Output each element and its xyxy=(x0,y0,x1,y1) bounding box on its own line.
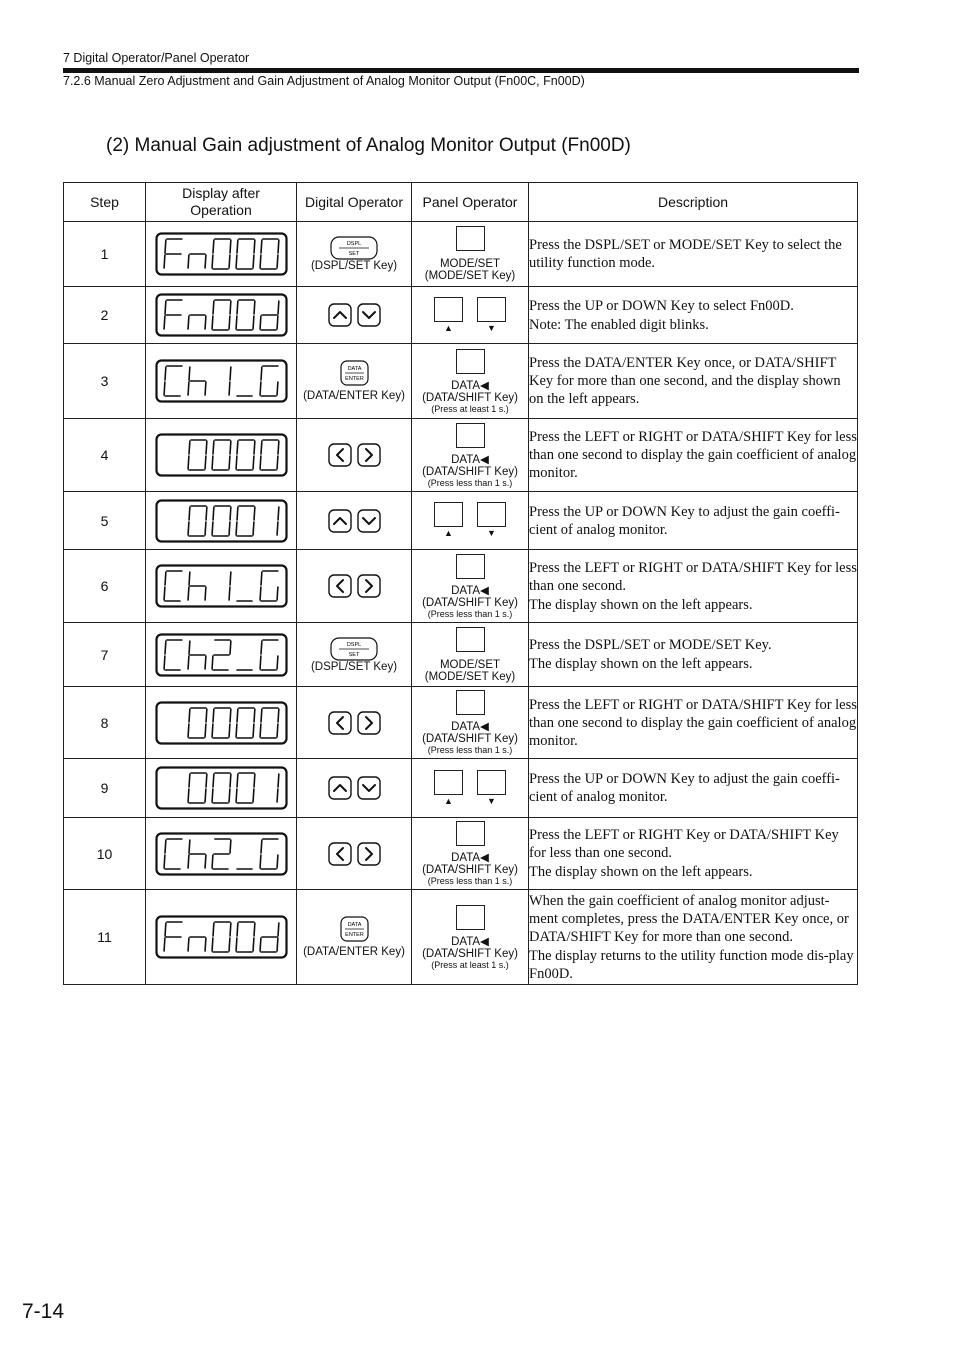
seven-segment-display xyxy=(155,499,288,543)
press-duration-note: (Press at least 1 s.) xyxy=(431,403,509,414)
panel-key-caption: (DATA/SHIFT Key) xyxy=(422,465,518,478)
page-number: 7-14 xyxy=(22,1300,65,1323)
panel-operator-keys xyxy=(412,344,529,419)
panel-key-label: DATA◀ xyxy=(451,721,489,733)
seven-segment-display xyxy=(155,766,288,810)
press-duration-note: (Press less than 1 s.) xyxy=(427,745,513,755)
display-after-operation xyxy=(146,222,297,287)
panel-key-label: MODE/SET xyxy=(439,658,501,671)
panel-key-caption: (MODE/SET Key) xyxy=(424,670,516,683)
description-line: The display returns to the utility function mode dis-play Fn00D. xyxy=(529,947,854,982)
step-number: 10 xyxy=(64,818,146,890)
description-line: Press the DSPL/SET or MODE/SET Key. xyxy=(529,637,772,653)
panel-data-shift-key[interactable] xyxy=(456,423,485,448)
svg-text:DSPL: DSPL xyxy=(346,241,362,247)
table-header-row xyxy=(64,183,858,222)
data-enter-key[interactable] xyxy=(340,360,369,386)
svg-text:ENTER: ENTER xyxy=(344,932,364,938)
table-row xyxy=(64,222,858,287)
description-line: Press the LEFT or RIGHT or DATA/SHIFT Key for less than one second to display the gain coefficient of analog monitor. xyxy=(529,696,857,749)
svg-text:DATA: DATA xyxy=(347,366,361,372)
left-key-icon[interactable] xyxy=(328,443,352,467)
panel-down-key[interactable] xyxy=(477,297,506,322)
up-key-icon[interactable] xyxy=(328,509,352,533)
display-after-operation xyxy=(146,492,297,550)
panel-operator-keys xyxy=(412,890,529,985)
key-caption: (DATA/ENTER Key) xyxy=(303,390,405,402)
section-title: (2) Manual Gain adjustment of Analog Monitor Output (Fn00D) xyxy=(106,135,631,156)
step-number: 8 xyxy=(64,687,146,759)
panel-operator-keys xyxy=(412,759,529,818)
seven-segment-display xyxy=(155,359,288,403)
table-row xyxy=(64,419,858,492)
step-description xyxy=(529,687,858,759)
left-triangle-icon: ◀ xyxy=(480,935,489,948)
data-enter-key[interactable] xyxy=(340,916,369,942)
step-number: 6 xyxy=(64,550,146,623)
header-display: Display after Operation xyxy=(146,183,297,222)
panel-down-key[interactable] xyxy=(477,502,506,527)
display-after-operation xyxy=(146,419,297,492)
digital-operator-keys xyxy=(297,687,412,759)
svg-text:DATA: DATA xyxy=(347,922,361,928)
svg-text:SET: SET xyxy=(348,251,360,257)
panel-operator-keys xyxy=(412,550,529,623)
key-caption: (DSPL/SET Key) xyxy=(310,260,398,272)
down-arrow-icon: ▼ xyxy=(487,322,496,333)
seven-segment-display xyxy=(155,293,288,337)
seven-segment-display xyxy=(155,564,288,608)
table-row xyxy=(64,759,858,818)
panel-data-shift-key[interactable] xyxy=(456,821,485,846)
up-key-icon[interactable] xyxy=(328,776,352,800)
down-key-icon[interactable] xyxy=(357,776,381,800)
panel-key-label: DATA◀ xyxy=(451,584,489,597)
description-line: The display shown on the left appears. xyxy=(529,656,753,672)
press-duration-note: (Press less than 1 s.) xyxy=(427,876,513,886)
panel-down-key[interactable] xyxy=(477,770,506,795)
step-description xyxy=(529,287,858,344)
step-description xyxy=(529,623,858,687)
step-description xyxy=(529,344,858,419)
panel-data-shift-key[interactable] xyxy=(456,554,485,579)
step-number: 4 xyxy=(64,419,146,492)
table-row xyxy=(64,492,858,550)
description-line: Press the LEFT or RIGHT or DATA/SHIFT Key for less than one second. xyxy=(529,559,857,594)
press-duration-note: (Press at least 1 s.) xyxy=(431,959,509,970)
digital-operator-keys xyxy=(297,818,412,890)
description-line: When the gain coefficient of analog monitor adjust-ment completes, press the DATA/ENTER Key once, or DATA/SHIFT Key for more than one second. xyxy=(529,892,849,945)
panel-data-shift-key[interactable] xyxy=(456,905,485,930)
right-key-icon[interactable] xyxy=(357,842,381,866)
digital-operator-keys xyxy=(297,550,412,623)
seven-segment-display xyxy=(155,832,288,876)
description-line: Press the LEFT or RIGHT or DATA/SHIFT Key for less than one second to display the gain coefficient of analog monitor. xyxy=(529,429,857,481)
down-key-icon[interactable] xyxy=(357,509,381,533)
left-triangle-icon: ◀ xyxy=(480,379,489,392)
dspl-set-key[interactable] xyxy=(330,236,378,260)
description-line: Press the UP or DOWN Key to adjust the gain coeffi-cient of analog monitor. xyxy=(529,503,840,538)
panel-mode-set-key[interactable] xyxy=(456,627,485,652)
down-key-icon[interactable] xyxy=(357,303,381,327)
panel-key-label: DATA◀ xyxy=(451,453,489,466)
key-caption: (DSPL/SET Key) xyxy=(310,660,398,673)
description-line: Press the DSPL/SET or MODE/SET Key to select the utility function mode. xyxy=(529,237,842,271)
header-panel-operator: Panel Operator xyxy=(412,183,529,222)
up-arrow-icon: ▲ xyxy=(444,528,453,538)
panel-key-caption: (DATA/SHIFT Key) xyxy=(422,733,518,745)
step-number: 5 xyxy=(64,492,146,550)
table-row xyxy=(64,890,858,985)
up-arrow-icon: ▲ xyxy=(444,322,453,333)
panel-operator-keys xyxy=(412,818,529,890)
dspl-set-key[interactable] xyxy=(330,637,378,661)
display-after-operation xyxy=(146,890,297,985)
up-arrow-icon: ▲ xyxy=(444,795,453,806)
panel-key-caption: (MODE/SET Key) xyxy=(424,270,516,282)
step-number: 11 xyxy=(64,890,146,985)
panel-key-label: MODE/SET xyxy=(439,258,501,270)
digital-operator-keys xyxy=(297,222,412,287)
panel-data-shift-key[interactable] xyxy=(456,690,485,715)
header-digital-operator: Digital Operator xyxy=(297,183,412,222)
right-key-icon[interactable] xyxy=(357,574,381,598)
procedure-table xyxy=(63,182,858,985)
header-step: Step xyxy=(64,183,146,222)
left-key-icon[interactable] xyxy=(328,711,352,735)
step-description xyxy=(529,492,858,550)
step-description xyxy=(529,818,858,890)
table-row xyxy=(64,623,858,687)
press-duration-note: (Press less than 1 s.) xyxy=(427,477,513,488)
running-header-subsection: 7.2.6 Manual Zero Adjustment and Gain Adjustment of Analog Monitor Output (Fn00C, Fn00D) xyxy=(63,74,585,88)
digital-operator-keys xyxy=(297,492,412,550)
description-line: The display shown on the left appears. xyxy=(529,864,753,880)
right-key-icon[interactable] xyxy=(357,443,381,467)
seven-segment-display xyxy=(155,915,288,959)
seven-segment-display xyxy=(155,433,288,477)
panel-key-caption: (DATA/SHIFT Key) xyxy=(422,596,518,609)
left-triangle-icon: ◀ xyxy=(480,453,489,466)
table-row xyxy=(64,287,858,344)
down-arrow-icon: ▼ xyxy=(487,795,496,806)
step-number: 3 xyxy=(64,344,146,419)
up-key-icon[interactable] xyxy=(328,303,352,327)
step-description xyxy=(529,550,858,623)
step-number: 9 xyxy=(64,759,146,818)
description-line: Press the UP or DOWN Key to select Fn00D. xyxy=(529,297,794,314)
digital-operator-keys xyxy=(297,759,412,818)
svg-text:DSPL: DSPL xyxy=(346,641,362,648)
svg-text:ENTER: ENTER xyxy=(344,376,364,382)
table-row xyxy=(64,550,858,623)
panel-mode-set-key[interactable] xyxy=(456,226,485,251)
left-triangle-icon: ◀ xyxy=(480,852,489,864)
svg-text:SET: SET xyxy=(348,651,360,658)
step-number: 2 xyxy=(64,287,146,344)
display-after-operation xyxy=(146,759,297,818)
header-description: Description xyxy=(529,183,858,222)
panel-key-label: DATA◀ xyxy=(451,379,489,392)
panel-operator-keys xyxy=(412,492,529,550)
panel-operator-keys xyxy=(412,623,529,687)
digital-operator-keys xyxy=(297,890,412,985)
left-triangle-icon: ◀ xyxy=(480,721,489,733)
key-caption: (DATA/ENTER Key) xyxy=(303,946,405,958)
step-description xyxy=(529,222,858,287)
left-key-icon[interactable] xyxy=(328,842,352,866)
digital-operator-keys xyxy=(297,344,412,419)
panel-key-caption: (DATA/SHIFT Key) xyxy=(422,391,518,404)
step-description xyxy=(529,759,858,818)
panel-up-key[interactable] xyxy=(434,502,463,527)
running-header-chapter: 7 Digital Operator/Panel Operator xyxy=(63,51,250,65)
table-row xyxy=(64,687,858,759)
panel-operator-keys xyxy=(412,287,529,344)
description-line: Note: The enabled digit blinks. xyxy=(529,316,709,333)
display-after-operation xyxy=(146,818,297,890)
description-line: Press the DATA/ENTER Key once, or DATA/SHIFT Key for more than one second, and the display shown on the left appears. xyxy=(529,355,841,407)
description-line: The display shown on the left appears. xyxy=(529,596,753,613)
panel-up-key[interactable] xyxy=(434,297,463,322)
panel-key-label: DATA◀ xyxy=(451,935,489,948)
step-description xyxy=(529,419,858,492)
right-key-icon[interactable] xyxy=(357,711,381,735)
panel-key-caption: (DATA/SHIFT Key) xyxy=(422,947,518,960)
panel-data-shift-key[interactable] xyxy=(456,349,485,374)
step-number: 1 xyxy=(64,222,146,287)
panel-operator-keys xyxy=(412,222,529,287)
left-triangle-icon: ◀ xyxy=(480,584,489,597)
display-after-operation xyxy=(146,623,297,687)
panel-key-caption: (DATA/SHIFT Key) xyxy=(422,864,518,876)
seven-segment-display xyxy=(155,633,288,677)
panel-up-key[interactable] xyxy=(434,770,463,795)
panel-operator-keys xyxy=(412,419,529,492)
digital-operator-keys xyxy=(297,623,412,687)
table-row xyxy=(64,818,858,890)
digital-operator-keys xyxy=(297,287,412,344)
display-after-operation xyxy=(146,550,297,623)
panel-operator-keys xyxy=(412,687,529,759)
description-line: Press the LEFT or RIGHT Key or DATA/SHIFT Key for less than one second. xyxy=(529,827,839,861)
description-line: Press the UP or DOWN Key to adjust the gain coeffi-cient of analog monitor. xyxy=(529,771,840,805)
seven-segment-display xyxy=(155,232,288,276)
table-row xyxy=(64,344,858,419)
digital-operator-keys xyxy=(297,419,412,492)
display-after-operation xyxy=(146,344,297,419)
header-rule xyxy=(63,68,859,73)
left-key-icon[interactable] xyxy=(328,574,352,598)
display-after-operation xyxy=(146,287,297,344)
down-arrow-icon: ▼ xyxy=(487,528,496,538)
step-description xyxy=(529,890,858,985)
panel-key-label: DATA◀ xyxy=(451,852,489,864)
press-duration-note: (Press less than 1 s.) xyxy=(427,608,513,619)
step-number: 7 xyxy=(64,623,146,687)
display-after-operation xyxy=(146,687,297,759)
seven-segment-display xyxy=(155,701,288,745)
